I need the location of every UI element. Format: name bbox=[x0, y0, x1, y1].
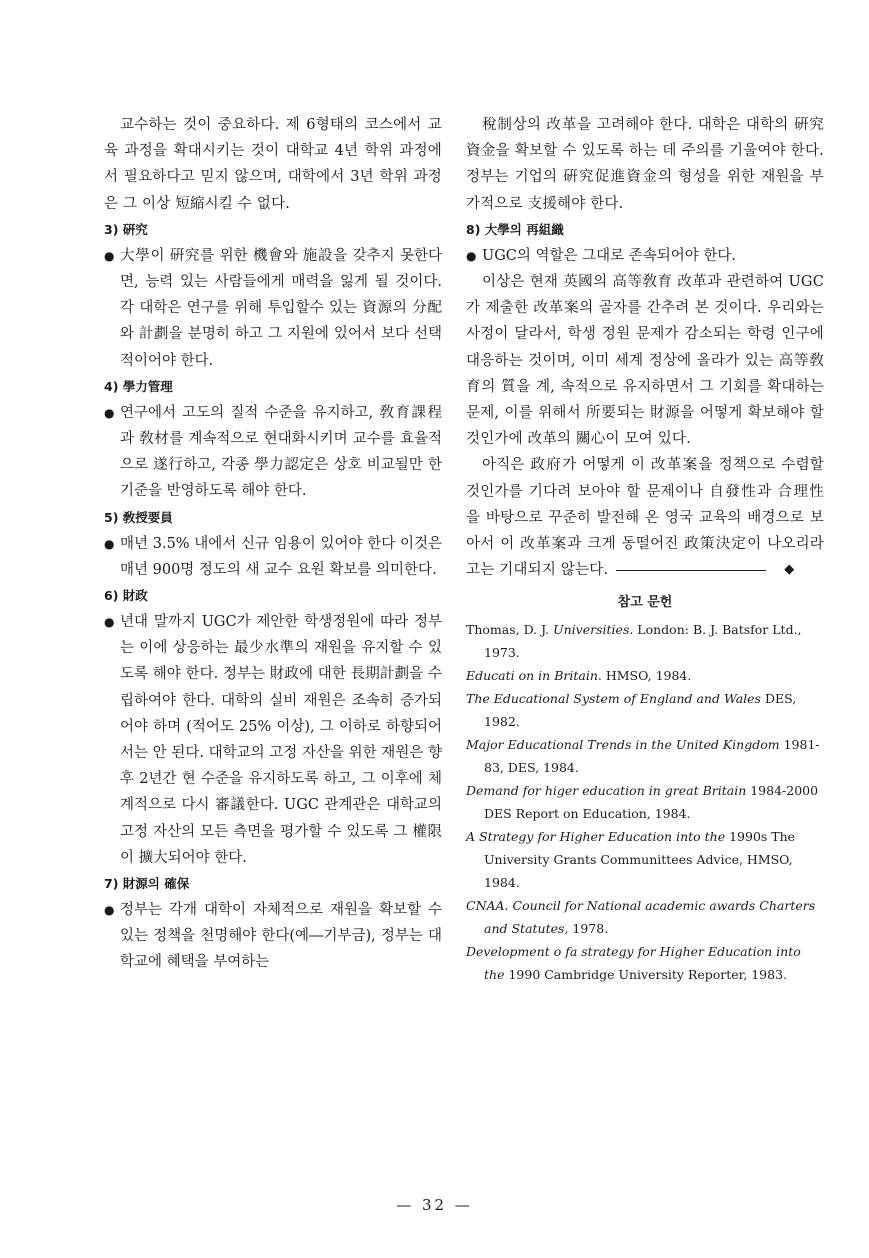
reference-title: Demand for higer education in great Britain bbox=[466, 782, 747, 798]
reference-details: 1984-2000 DES Report on Education, 1984. bbox=[484, 782, 819, 821]
reference-details: DES, 1982. bbox=[484, 690, 797, 729]
reference-title: Universities bbox=[553, 621, 630, 637]
reference-title: Development o fa strategy for Higher Education into the bbox=[466, 943, 801, 982]
reference-author: Thomas, D. J. bbox=[466, 621, 554, 637]
reference-details: 1990 Cambridge University Reporter, 1983. bbox=[504, 966, 788, 982]
reference-item bbox=[466, 894, 824, 940]
continued-paragraph: 稅制상의 改革을 고려해야 한다. 대학은 대학의 硏究資金을 확보할 수 있도록 하는 데 주의를 기울여야 한다. 정부는 기업의 硏究促進資金의 형성을 위한 재원을 부가적으로 支援해야 한다. bbox=[466, 117, 824, 212]
reference-title: Educati on in Britain bbox=[466, 667, 598, 683]
reference-details: 1990s The University Grants Communittees Advice, HMSO, 1984. bbox=[484, 828, 796, 890]
conclusion-paragraph-1: 이상은 현재 英國의 高等敎育 改革과 관련하여 UGC가 제출한 改革案의 골자를 간추려 본 것이다. 우리와는 사정이 달라서, 학생 정원 문제가 감소되는 학령 인구에 대응하는 것이며, 이미 세계 정상에 올라가 있는 高等敎育의 質을 계, 속적으로 유지하면서 그 기회를 확대하는 문제, 이를 위해서 所要되는 財源을 어떻게 확보해야 할 것인가에 改革의 關心이 모여 있다. bbox=[466, 274, 824, 448]
section-4-heading: 4) 學力管理 bbox=[104, 378, 173, 394]
bullet-icon: ● bbox=[104, 615, 115, 630]
section-8-heading: 8) 大學의 再組織 bbox=[466, 221, 564, 237]
reference-item bbox=[466, 940, 824, 986]
reference-details: 1981-83, DES, 1984. bbox=[484, 736, 820, 775]
reference-item bbox=[466, 779, 824, 825]
reference-details: . HMSO, 1984. bbox=[597, 667, 692, 683]
section-6-heading: 6) 財政 bbox=[104, 588, 148, 604]
section-4-bullet: ● 연구에서 고도의 질적 수준을 유지하고, 敎育課程과 敎材를 계속적으로 현대화시키며 교수를 효율적으로 遂行하고, 각종 學力認定은 상호 비교될만 한 기준을 반영하도록 해야 한다. bbox=[104, 400, 442, 505]
bullet-icon: ● bbox=[104, 248, 115, 263]
reference-details: . London: B. J. Batsfor Ltd., 1973. bbox=[484, 621, 802, 660]
bullet-icon: ● bbox=[104, 536, 115, 551]
section-5-bullet: ● 매년 3.5% 내에서 신규 임용이 있어야 한다 이것은 매년 900명 정도의 새 교수 요원 확보를 의미한다. bbox=[104, 531, 442, 583]
bullet-icon: ● bbox=[104, 405, 115, 420]
reference-title: A Strategy for Higher Education into the bbox=[466, 828, 726, 844]
reference-item bbox=[466, 687, 824, 733]
intro-paragraph: 교수하는 것이 중요하다. 제 6형태의 코스에서 교육 과정을 확대시키는 것이 대학교 4년 학위 과정에서 필요하다고 믿지 않으며, 대학에서 3년 학위 과정은 그 이상 短縮시킬 수 없다. bbox=[104, 117, 442, 212]
reference-item bbox=[466, 825, 824, 894]
conclusion-paragraph-2: 아직은 政府가 어떻게 이 改革案을 정책으로 수렴할 것인가를 기다려 보아야 할 문제이나 自發性과 合理性을 바탕으로 꾸준히 발전해 온 영국 교육의 배경으로 보아서 이 改革案과 크게 동떨어진 政策決定이 나오리라고는 기대되지 않는다. ◆ bbox=[466, 452, 824, 583]
reference-title: CNAA. Council for National academic awards Charters and Statutes, bbox=[466, 897, 816, 936]
page-number: — 32 — bbox=[396, 1196, 473, 1214]
reference-title: Major Educational Trends in the United Kingdom bbox=[466, 736, 780, 752]
section-8-bullet: ● UGC의 역할은 그대로 존속되어야 한다. bbox=[466, 243, 824, 269]
section-3-heading: 3) 硏究 bbox=[104, 221, 148, 237]
bullet-icon: ● bbox=[104, 903, 115, 918]
right-column bbox=[466, 112, 824, 986]
reference-item bbox=[466, 618, 824, 664]
reference-title: The Educational System of England and Wales bbox=[466, 690, 761, 706]
bullet-icon: ● bbox=[466, 248, 477, 263]
end-rule bbox=[616, 570, 766, 571]
reference-item bbox=[466, 664, 824, 687]
section-6-bullet: ● 년대 말까지 UGC가 제안한 학생정원에 따라 정부는 이에 상응하는 最少水準의 재원을 유지할 수 있도록 해야 한다. 정부는 財政에 대한 長期計劃을 수립하여야 한다. 대학의 실비 재원은 조속히 증가되어야 하며 (적어도 25% 이상), 그 이하로 하향되어서는 안 된다. 대학교의 고정 자산을 위한 재원은 향후 2년간 현 수준을 유지하도록 하고, 그 이후에 체계적으로 다시 審議한다. UGC 관계관은 대학교의 고정 자산의 모든 측면을 평가할 수 있도록 그 權限이 擴大되어야 한다. bbox=[104, 609, 442, 871]
end-diamond-icon: ◆ bbox=[784, 562, 795, 578]
left-column bbox=[104, 112, 442, 976]
references-list bbox=[466, 618, 824, 986]
references-title: 참고 문헌 bbox=[617, 594, 673, 610]
reference-item bbox=[466, 733, 824, 779]
section-7-heading: 7) 財源의 確保 bbox=[104, 876, 190, 892]
section-7-bullet: ● 정부는 각개 대학이 자체적으로 재원을 확보할 수 있는 정책을 천명해야 한다(예―기부금), 정부는 대학교에 혜택을 부여하는 bbox=[104, 897, 442, 976]
section-3-bullet: ● 大學이 硏究를 위한 機會와 施設을 갖추지 못한다면, 능력 있는 사람들에게 매력을 잃게 될 것이다. 각 대학은 연구를 위해 투입할수 있는 資源의 分配와 計劃을 분명히 하고 그 지원에 있어서 보다 선택적이어야 한다. bbox=[104, 243, 442, 374]
reference-details: 1978. bbox=[568, 920, 609, 936]
section-5-heading: 5) 敎授要員 bbox=[104, 509, 173, 525]
